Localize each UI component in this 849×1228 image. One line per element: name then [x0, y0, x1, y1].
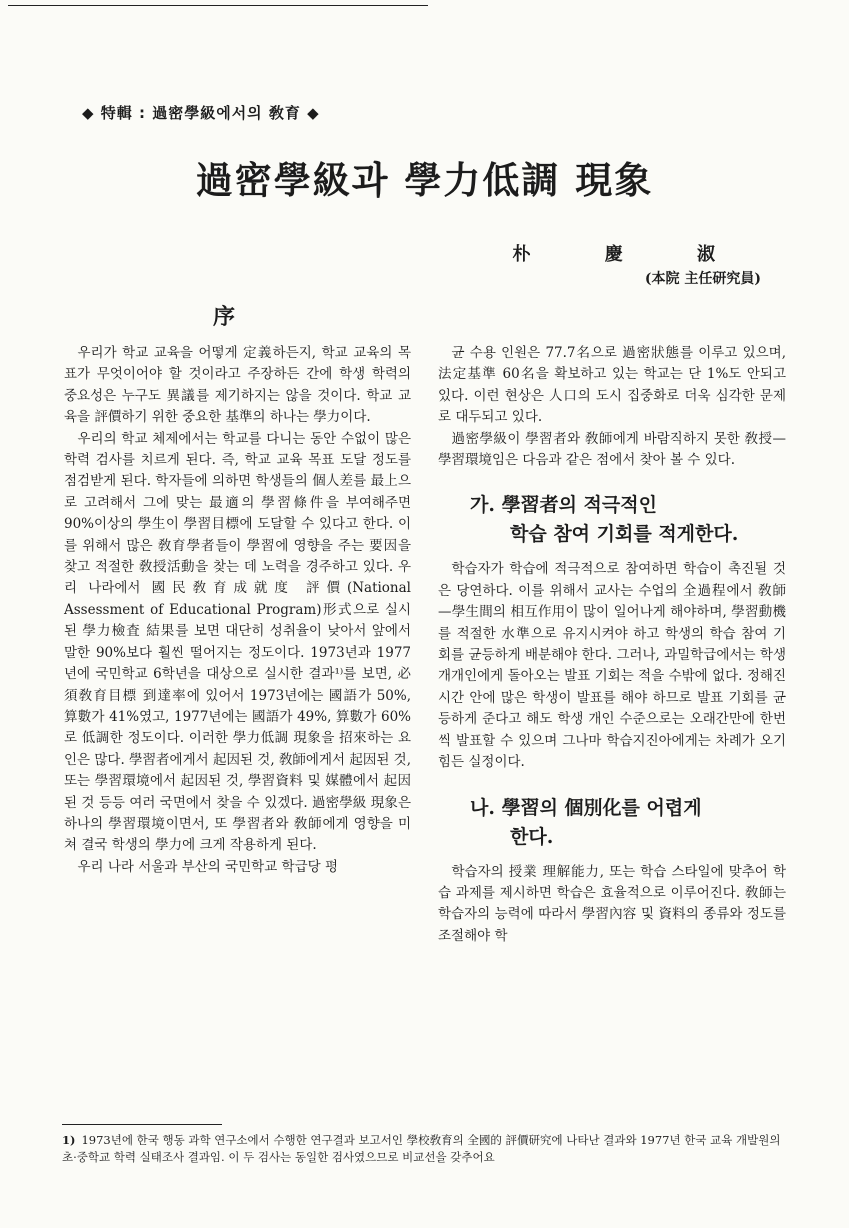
left-paragraph-2: 우리의 학교 체제에서는 학교를 다니는 동안 수없이 많은 학력 검사를 치르게 된다. 즉, 학교 교육 목표 도달 정도를 점검받게 된다. 학자들에 의하면 학생들의 個人差를 最上으로 고려해서 그에 맞는 最適의 學習條件을 부여해주면 90%이상의 學生이 學習目標에 도달할 수 있다고 한다. 이를 위해서 많은 敎育學者들이 學習에 영향을 주는 要因을 찾고 적절한 敎授活動을 찾는 데 노력을 경주하고 있다. 우리 나라에서 國民敎育成就度 評價(National Assessment of Educational Program)形式으로 실시된 學力檢査 結果를 보면 대단히 성취율이 낮아서 앞에서 말한 90%보다 훨씬 떨어지는 정도이다. 1973년과 1977년에 국민학교 6학년을 대상으로 실시한 결과¹⁾를 보면, 必須敎育目標 到達率에 있어서 1973년에는 國語가 50%, 算數가 41%였고, 1977년에는 國語가 49%, 算數가 60%로 低調한 정도이다. 이러한 學力低調 現象을 招來하는 요인은 많다. 學習者에게서 起因된 것, 敎師에게서 起因된 것, 또는 學習環境에서 起因된 것, 學習資料 및 媒體에서 起因된 것 등등 여러 국면에서 찾을 수 있겠다. 過密學級 現象은 하나의 學習環境이면서, 또 學習者와 敎師에게 영향을 미쳐 결국 학생의 學力에 크게 작용하게 된다. — [64, 430, 411, 854]
article-title: 過密學級과 學力低調 現象 — [195, 158, 654, 202]
footnote-mark: 1) — [62, 1133, 76, 1147]
right-paragraph-1: 균 수용 인원은 77.7名으로 過密狀態를 이루고 있으며, 法定基準 60名을 확보하고 있는 학교는 단 1%도 안되고 있다. 이런 현상은 人口의 도시 집중화로 더욱 심각한 문제로 대두되고 있다. — [438, 345, 786, 426]
author-name: 朴 慶 淑 — [512, 244, 749, 265]
right-paragraph-4: 학습자의 授業 理解能力, 또는 학습 스타일에 맞추어 학습 과제를 제시하면 학습은 효율적으로 이루어진다. 敎師는 학습자의 능력에 따라서 學習內容 및 資料의 종류와 정도를 조절해야 학 — [438, 863, 786, 944]
section-label: ◆ 特輯 : 過密學級에서의 敎育 ◆ — [82, 104, 320, 122]
top-rule — [8, 5, 428, 6]
footnote — [62, 1132, 790, 1166]
subheading-na — [438, 794, 786, 852]
subheading-ga-line-2: 학습 참여 기회를 적게한다. — [510, 523, 739, 546]
right-column — [438, 343, 786, 947]
subheading-ga — [438, 491, 786, 549]
footnote-rule — [62, 1124, 222, 1125]
right-paragraph-3: 학습자가 학습에 적극적으로 참여하면 학습이 촉진될 것은 당연하다. 이를 위해서 교사는 수업의 全過程에서 敎師—學生間의 相互作用이 많이 일어나게 해야하며, 學習動機를 적절한 水準으로 유지시켜야 하고 학생의 학습 참여 기회를 균등하게 배분해야 한다. 그러나, 과밀학급에서는 학생 개개인에게 돌아오는 발표 기회는 적을 수밖에 없다. 정해진 시간 안에 많은 학생이 발표를 해야 하므로 발표 기회를 균등하게 준다고 해도 학생 개인 수준으로는 오래간만에 한번씩 발표할 수 있으며 그나마 학습지진아에게는 차례가 오기 힘든 실정이다. — [438, 561, 786, 771]
left-paragraph-1: 우리가 학교 교육을 어떻게 定義하든지, 학교 교육의 목표가 무엇이어야 할 것이라고 주장하든 간에 학생 학력의 중요성은 누구도 異議를 제기하지는 않을 것이다. 학교 교육을 評價하기 위한 중요한 基準의 하나는 學力이다. — [64, 345, 411, 426]
left-column — [64, 343, 411, 878]
section-heading: 序 — [213, 304, 236, 330]
right-paragraph-2: 過密學級이 學習者와 敎師에게 바람직하지 못한 敎授—學習環境임은 다음과 같은 점에서 찾아 볼 수 있다. — [438, 430, 786, 469]
footnote-text: 1973년에 한국 행동 과학 연구소에서 수행한 연구결과 보고서인 學校敎育의 全國的 評價研究에 나타난 결과와 1977년 한국 교육 개발원의 초·중학교 학력 실태조사 결과임. 이 두 검사는 동일한 검사였으므로 비교선을 갖추어요 — [62, 1133, 781, 1164]
subheading-na-line-2: 한다. — [510, 825, 554, 848]
author-affiliation: (本院 主任研究員) — [644, 271, 761, 287]
left-paragraph-3: 우리 나라 서울과 부산의 국민학교 학급당 평 — [77, 858, 338, 875]
subheading-na-line-1: 나. 學習의 個別化를 어렵게 — [470, 796, 702, 819]
subheading-ga-line-1: 가. 學習者의 적극적인 — [470, 494, 657, 517]
